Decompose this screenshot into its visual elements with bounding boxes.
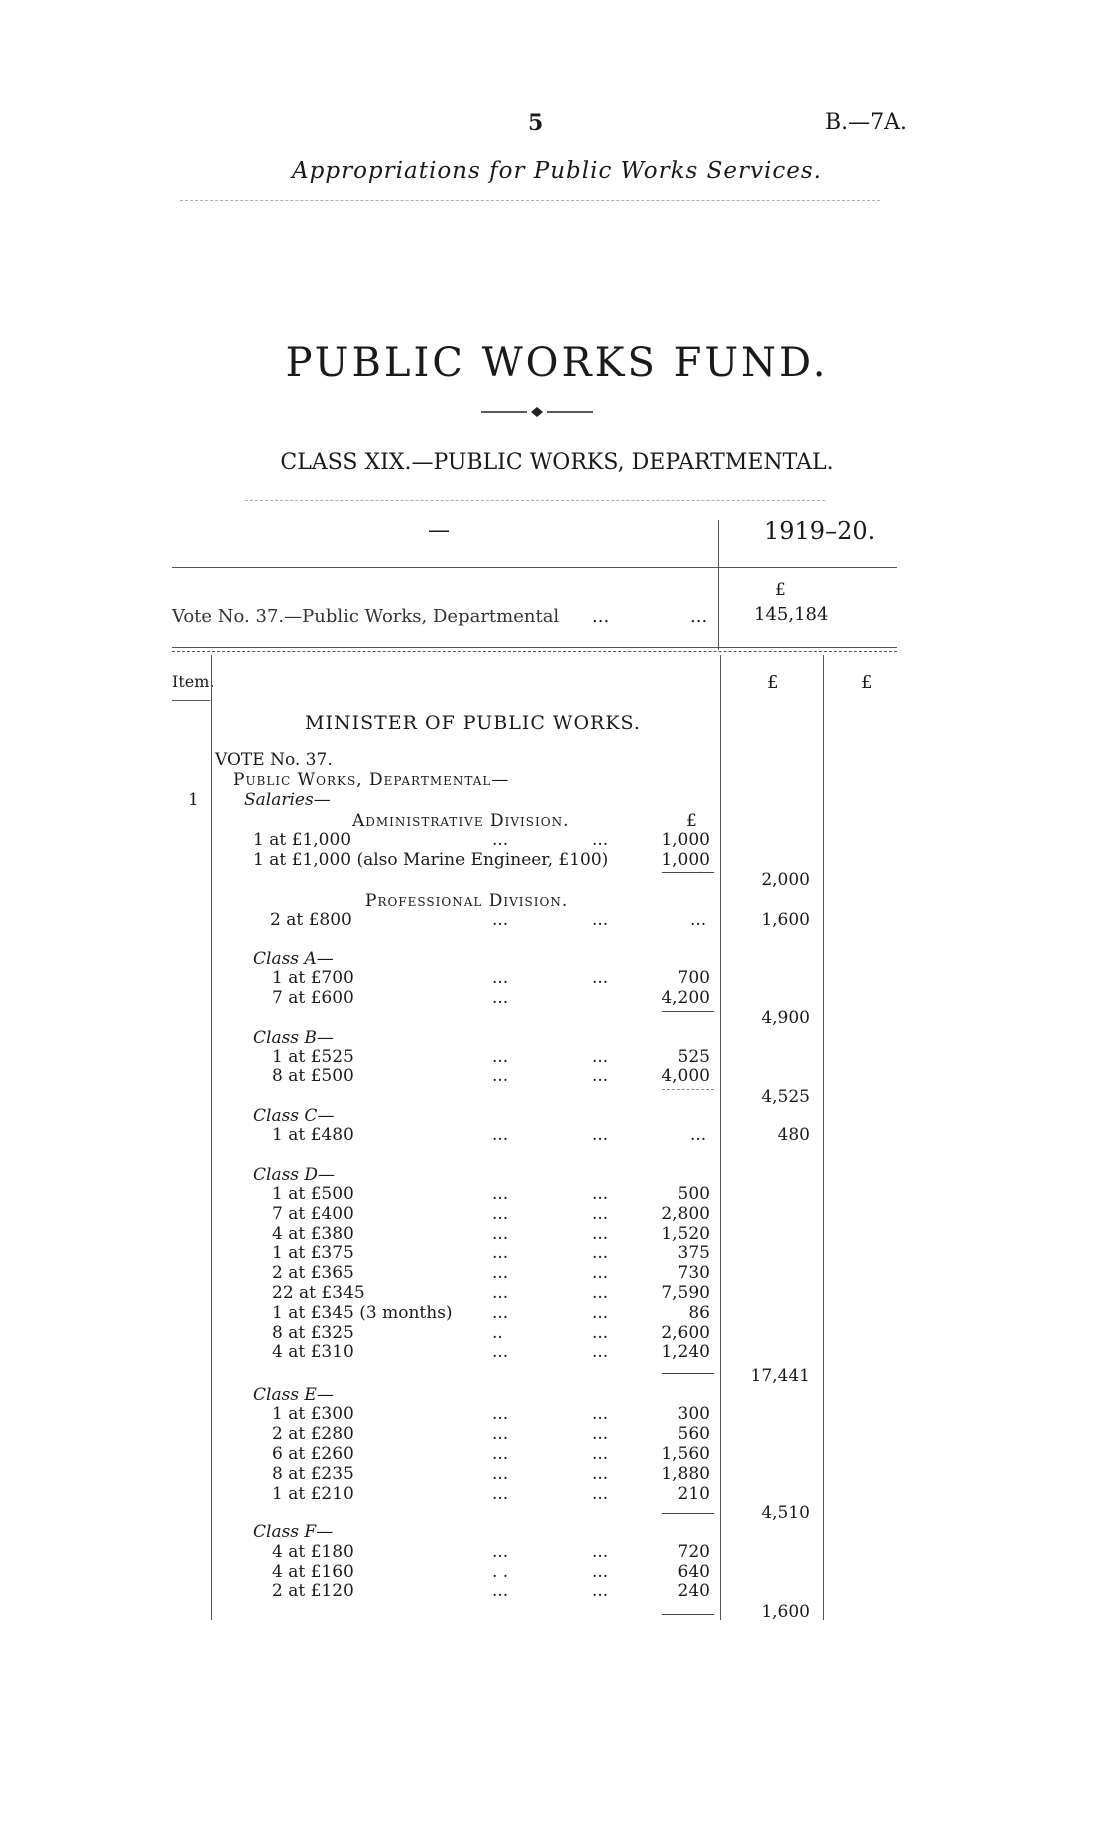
- summary-bottom-rule: [172, 651, 897, 652]
- header-divider: [180, 200, 880, 201]
- salary-label: 4 at £160: [272, 1561, 354, 1582]
- leader-dots: ...: [592, 1125, 609, 1145]
- salary-label: 2 at £365: [272, 1263, 354, 1284]
- salary-label: 8 at £500: [272, 1066, 354, 1086]
- salary-label: 6 at £260: [272, 1444, 354, 1464]
- salary-amount: 7,590: [661, 1283, 710, 1303]
- subtotal-rule: [662, 1011, 714, 1012]
- ornament-divider-icon: [477, 402, 597, 422]
- salary-label: 1 at £345 (3 months): [272, 1302, 453, 1323]
- subtotal-rule: [662, 1614, 714, 1615]
- salary-label: 4 at £380: [272, 1223, 354, 1244]
- leader-dots: ...: [592, 1404, 609, 1424]
- fund-title: PUBLIC WORKS FUND.: [285, 340, 829, 386]
- salary-amount: 730: [677, 1263, 710, 1284]
- leader-dots: ...: [690, 1125, 707, 1145]
- leader-dots: ..: [492, 1322, 503, 1343]
- salary-amount: 1,880: [661, 1464, 710, 1484]
- leader-dots: ...: [492, 1342, 509, 1363]
- leader-dots: ...: [492, 1404, 509, 1424]
- salary-amount: 4,200: [661, 988, 710, 1008]
- salary-label: 4 at £310: [272, 1342, 354, 1363]
- public-works-heading: Public Works, Departmental—: [233, 770, 510, 790]
- class-title: CLASS XIX.—PUBLIC WORKS, DEPARTMENTAL.: [280, 450, 834, 475]
- division-total: 2,000: [761, 870, 810, 890]
- leader-dots: ...: [492, 1444, 509, 1464]
- leader-dots: ...: [492, 1243, 509, 1264]
- leader-dots: ...: [492, 1047, 509, 1067]
- salary-label: 1 at £210: [272, 1484, 354, 1504]
- salary-amount: 2,800: [661, 1203, 710, 1224]
- summary-header-rule: [172, 567, 897, 568]
- salary-amount: 500: [677, 1184, 710, 1204]
- leader-dots: ...: [492, 1283, 509, 1303]
- summary-dots: ...: [592, 606, 610, 627]
- class-d-heading: Class D—: [253, 1165, 336, 1185]
- leader-dots: ...: [492, 1302, 509, 1323]
- summary-dots: ...: [690, 606, 708, 627]
- class-total: 4,510: [761, 1503, 810, 1523]
- salary-amount: 4,000: [661, 1066, 710, 1086]
- leader-dots: ...: [492, 988, 509, 1008]
- class-c-heading: Class C—: [253, 1106, 335, 1126]
- salary-label: 2 at £800: [270, 910, 352, 930]
- summary-vote-amount: 145,184: [754, 604, 829, 625]
- admin-pound-sign: £: [686, 811, 697, 831]
- leader-dots: ...: [492, 1424, 509, 1444]
- leader-dots: . .: [492, 1561, 509, 1582]
- salary-amount: 2,600: [661, 1322, 710, 1343]
- salary-label: 1 at £1,000 (also Marine Engineer, £100): [253, 850, 609, 870]
- leader-dots: ...: [592, 1444, 609, 1464]
- salary-amount: 210: [677, 1484, 710, 1504]
- leader-dots: ...: [592, 968, 609, 988]
- salary-label: 8 at £325: [272, 1322, 354, 1343]
- salary-label: 8 at £235: [272, 1464, 354, 1484]
- leader-dots: ...: [492, 1223, 509, 1244]
- leader-dots: ...: [492, 1484, 509, 1504]
- leader-dots: ...: [492, 1203, 509, 1224]
- leader-dots: ...: [592, 1561, 609, 1582]
- salary-amount: 560: [677, 1424, 710, 1444]
- pound-column-header: £: [767, 672, 779, 693]
- leader-dots: ...: [492, 1464, 509, 1484]
- salary-amount: 1,240: [661, 1342, 710, 1363]
- leader-dots: ...: [592, 1342, 609, 1363]
- subtotal-rule: [662, 1513, 714, 1514]
- salary-label: 1 at £700: [272, 968, 354, 988]
- salary-amount: 240: [677, 1581, 710, 1601]
- leader-dots: ...: [492, 1066, 509, 1086]
- class-total: 17,441: [750, 1366, 810, 1386]
- subtotal-rule: [662, 1373, 714, 1374]
- amount-column-rule: [720, 655, 721, 1620]
- salary-label: 22 at £345: [272, 1283, 365, 1303]
- class-total: 1,600: [761, 1602, 810, 1622]
- subtotal-rule: [662, 1089, 714, 1090]
- class-total: 480: [777, 1125, 810, 1145]
- leader-dots: ...: [592, 1203, 609, 1224]
- salary-label: 2 at £120: [272, 1581, 354, 1601]
- leader-dots: ...: [492, 1581, 509, 1601]
- item-column-rule: [211, 655, 212, 1620]
- leader-dots: ...: [592, 1484, 609, 1504]
- leader-dots: ...: [592, 1243, 609, 1264]
- document-code: B.—7A.: [825, 110, 908, 135]
- salary-label: 7 at £400: [272, 1203, 354, 1224]
- leader-dots: ...: [592, 910, 609, 930]
- class-total: 4,525: [761, 1087, 810, 1107]
- class-e-heading: Class E—: [253, 1385, 334, 1405]
- subtotal-rule: [662, 872, 714, 873]
- division-total: 1,600: [761, 910, 810, 930]
- leader-dots: ...: [592, 1464, 609, 1484]
- minister-heading: MINISTER OF PUBLIC WORKS.: [305, 712, 641, 734]
- leader-dots: ...: [492, 830, 509, 850]
- leader-dots: ...: [592, 1322, 609, 1343]
- pound-column-header: £: [861, 672, 873, 693]
- item-header-rule: [172, 700, 210, 701]
- salary-amount: 640: [677, 1561, 710, 1582]
- prof-division-heading: Professional Division.: [365, 891, 569, 911]
- summary-column-rule: [718, 520, 719, 650]
- leader-dots: ...: [492, 1125, 509, 1145]
- salary-label: 4 at £180: [272, 1542, 354, 1562]
- leader-dots: ...: [592, 1184, 609, 1204]
- page-subtitle: Appropriations for Public Works Services.: [292, 158, 822, 184]
- leader-dots: ...: [592, 1066, 609, 1086]
- class-divider: [245, 500, 825, 501]
- salary-label: 2 at £280: [272, 1424, 354, 1444]
- total-column-rule: [823, 655, 824, 1620]
- leader-dots: ...: [592, 1581, 609, 1601]
- leader-dots: ...: [690, 910, 707, 930]
- salary-label: 1 at £375: [272, 1243, 354, 1264]
- salary-amount: 1,000: [661, 830, 710, 850]
- leader-dots: ...: [492, 1263, 509, 1284]
- class-f-heading: Class F—: [253, 1522, 334, 1542]
- page-number: 5: [528, 110, 544, 136]
- summary-pound-sign: £: [775, 580, 786, 600]
- leader-dots: ...: [592, 1263, 609, 1284]
- summary-bottom-rule: [172, 647, 897, 648]
- salary-label: 1 at £500: [272, 1184, 354, 1204]
- vote-number: VOTE No. 37.: [215, 750, 333, 770]
- salary-label: 1 at £525: [272, 1047, 354, 1067]
- salary-label: 1 at £480: [272, 1125, 354, 1145]
- leader-dots: ...: [592, 1302, 609, 1323]
- salary-amount: 700: [677, 968, 710, 988]
- class-a-heading: Class A—: [253, 949, 334, 969]
- leader-dots: ...: [592, 1283, 609, 1303]
- summary-year-header: 1919–20.: [764, 517, 876, 545]
- leader-dots: ...: [492, 1542, 509, 1562]
- leader-dots: ...: [492, 1184, 509, 1204]
- salary-amount: 375: [677, 1243, 710, 1264]
- salary-label: 1 at £300: [272, 1404, 354, 1424]
- leader-dots: ...: [492, 910, 509, 930]
- summary-vote-label: Vote No. 37.—Public Works, Departmental: [172, 606, 560, 627]
- leader-dots: ...: [592, 830, 609, 850]
- salary-amount: 300: [677, 1404, 710, 1424]
- class-total: 4,900: [761, 1008, 810, 1028]
- salary-amount: 525: [677, 1047, 710, 1067]
- leader-dots: ...: [592, 1542, 609, 1562]
- salary-label: 7 at £600: [272, 988, 354, 1008]
- leader-dots: ...: [592, 1223, 609, 1244]
- salary-amount: 1,000: [661, 850, 710, 870]
- salary-amount: 1,520: [661, 1223, 710, 1244]
- salary-label: 1 at £1,000: [253, 830, 352, 850]
- salary-amount: 720: [677, 1542, 710, 1562]
- leader-dots: ...: [592, 1047, 609, 1067]
- item-number: 1: [188, 790, 199, 810]
- admin-division-heading: Administrative Division.: [352, 811, 570, 831]
- salary-amount: 86: [688, 1302, 710, 1323]
- item-column-header: Item.: [172, 672, 215, 691]
- leader-dots: ...: [492, 968, 509, 988]
- summary-dash-column: —: [428, 518, 450, 543]
- salaries-heading: Salaries—: [244, 790, 331, 810]
- class-b-heading: Class B—: [253, 1028, 334, 1048]
- salary-amount: 1,560: [661, 1444, 710, 1464]
- leader-dots: ...: [592, 1424, 609, 1444]
